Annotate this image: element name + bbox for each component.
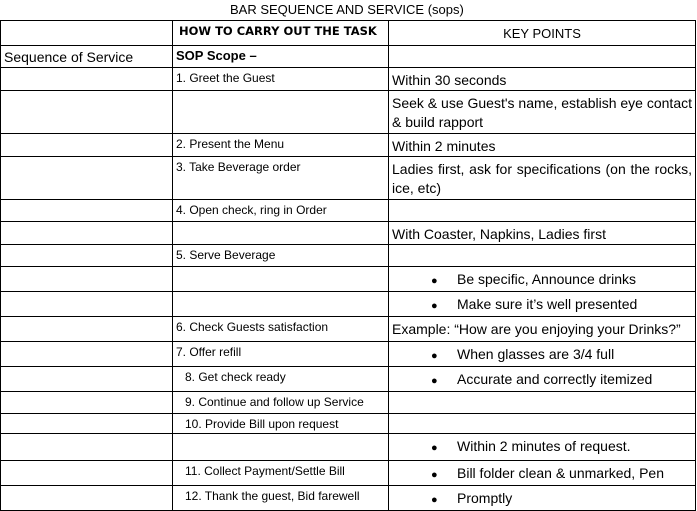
section-cell [1, 486, 173, 511]
table-row [1, 392, 696, 414]
key-point-cell [389, 486, 696, 511]
bullet-icon: ● [431, 442, 438, 454]
section-cell [1, 222, 173, 245]
key-point-cell [389, 367, 696, 392]
table-row [1, 414, 696, 434]
bullet-icon: ● [431, 469, 438, 481]
key-point-cell: Within 30 seconds [389, 68, 696, 91]
section-cell [1, 245, 173, 267]
section-cell [1, 342, 173, 367]
section-cell [1, 267, 173, 292]
section-cell [1, 157, 173, 200]
table-row [1, 222, 696, 245]
task-cell: 2. Present the Menu [173, 134, 389, 157]
task-cell: 9. Continue and follow up Service [173, 392, 389, 414]
table-row [1, 317, 696, 342]
task-cell: 10. Provide Bill upon request [173, 414, 389, 434]
key-point-text: Accurate and correctly itemized [457, 371, 653, 387]
key-point-cell: Within 2 minutes [389, 134, 696, 157]
key-point-text: Within 2 minutes of request. [457, 438, 631, 454]
table-row [1, 434, 696, 461]
table-row [1, 46, 696, 68]
table-row [1, 267, 696, 292]
header-key-points: KEY POINTS [389, 21, 696, 46]
header-col1 [1, 21, 173, 46]
key-point-text: Bill folder clean & unmarked, Pen [457, 465, 664, 481]
key-point-text: Promptly [457, 490, 513, 506]
table-row [1, 68, 696, 91]
key-point-cell: With Coaster, Napkins, Ladies first [389, 222, 696, 245]
key-point-cell: Ladies first, ask for specifications (on the rocks, ice, etc) [389, 157, 696, 200]
sop-table [0, 20, 696, 511]
table-row [1, 342, 696, 367]
key-point-cell [389, 292, 696, 317]
table-row [1, 486, 696, 511]
task-cell [173, 292, 389, 317]
bullet-icon: ● [431, 494, 438, 506]
section-cell [1, 91, 173, 134]
task-cell: 11. Collect Payment/Settle Bill [173, 461, 389, 486]
key-point-cell [389, 200, 696, 222]
task-cell: 8. Get check ready [173, 367, 389, 392]
section-cell [1, 367, 173, 392]
table-row [1, 367, 696, 392]
table-row [1, 157, 696, 200]
task-cell [173, 222, 389, 245]
key-point-cell [389, 267, 696, 292]
key-point-cell [389, 392, 696, 414]
table-row [1, 134, 696, 157]
section-cell [1, 392, 173, 414]
task-cell: 7. Offer refill [173, 342, 389, 367]
task-cell: 3. Take Beverage order [173, 157, 389, 200]
task-cell [173, 434, 389, 461]
task-cell: 5. Serve Beverage [173, 245, 389, 267]
bullet-icon: ● [431, 275, 438, 287]
bullet-icon: ● [431, 300, 438, 312]
key-point-cell [389, 434, 696, 461]
task-cell: 4. Open check, ring in Order [173, 200, 389, 222]
section-cell [1, 200, 173, 222]
section-cell [1, 292, 173, 317]
key-point-text: Be specific, Announce drinks [457, 271, 636, 287]
key-point-cell [389, 342, 696, 367]
table-row [1, 200, 696, 222]
bullet-icon: ● [431, 375, 438, 387]
section-cell [1, 68, 173, 91]
key-point-text: When glasses are 3/4 full [457, 346, 615, 362]
key-point-text: Make sure it’s well presented [457, 296, 638, 312]
table-row [1, 292, 696, 317]
task-cell: SOP Scope – [173, 46, 389, 68]
table-row [1, 245, 696, 267]
section-cell [1, 434, 173, 461]
section-cell: Sequence of Service [1, 46, 173, 68]
key-point-cell [389, 414, 696, 434]
task-cell [173, 267, 389, 292]
table-row [1, 91, 696, 134]
key-point-cell [389, 245, 696, 267]
section-cell [1, 317, 173, 342]
bullet-icon: ● [431, 350, 438, 362]
key-point-cell [389, 46, 696, 68]
task-cell: 6. Check Guests satisfaction [173, 317, 389, 342]
task-cell: 1. Greet the Guest [173, 68, 389, 91]
header-how-to: HOW TO CARRY OUT THE TASK [173, 21, 389, 46]
key-point-cell: Seek & use Guest's name, establish eye contact & build rapport [389, 91, 696, 134]
section-cell [1, 414, 173, 434]
header-row [1, 21, 696, 46]
task-cell [173, 91, 389, 134]
task-cell: 12. Thank the guest, Bid farewell [173, 486, 389, 511]
title-text: BAR SEQUENCE AND SERVICE (sops) [230, 2, 464, 17]
section-cell [1, 134, 173, 157]
key-point-cell: Example: “How are you enjoying your Drinks?” [389, 317, 696, 342]
